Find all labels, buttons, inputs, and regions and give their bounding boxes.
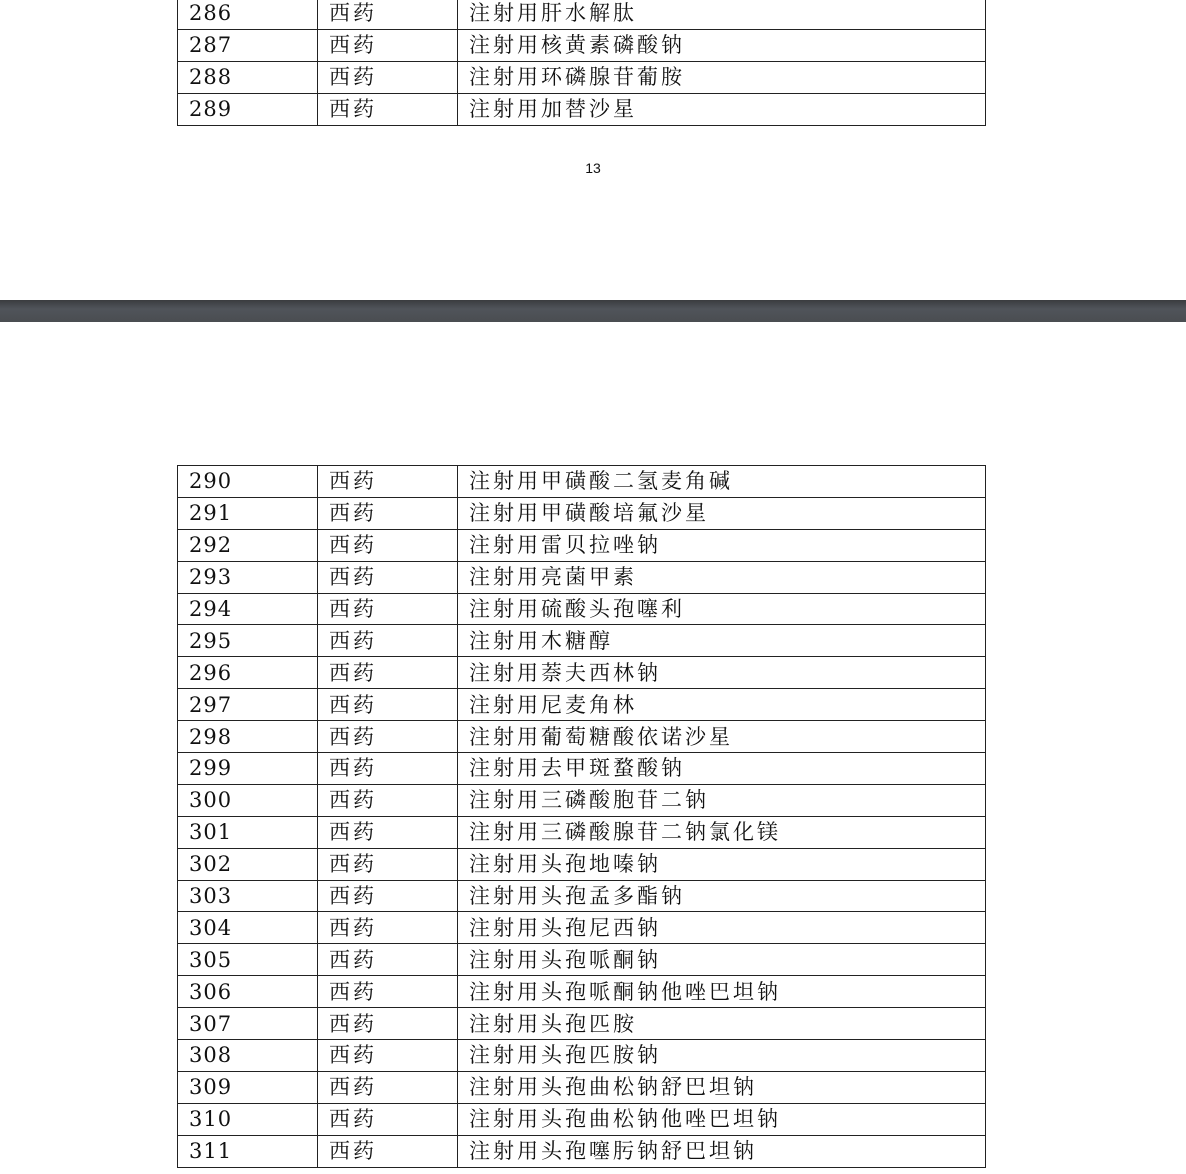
drug-category: 西药 <box>318 848 458 880</box>
drug-name: 注射用头孢哌酮钠他唑巴坦钠 <box>458 976 986 1008</box>
drug-name: 注射用肝水解肽 <box>458 0 986 29</box>
drug-category: 西药 <box>318 497 458 529</box>
row-number: 290 <box>178 466 318 498</box>
drug-category: 西药 <box>318 1103 458 1135</box>
table-row <box>178 561 986 593</box>
drug-category: 西药 <box>318 0 458 29</box>
page-number: 13 <box>585 160 601 176</box>
table-row <box>178 912 986 944</box>
document-page-13 <box>0 0 1186 300</box>
drug-category: 西药 <box>318 625 458 657</box>
table-row <box>178 529 986 561</box>
drug-category: 西药 <box>318 753 458 785</box>
table-row <box>178 497 986 529</box>
drug-name: 注射用头孢哌酮钠 <box>458 944 986 976</box>
row-number: 295 <box>178 625 318 657</box>
drug-name: 注射用头孢尼西钠 <box>458 912 986 944</box>
row-number: 307 <box>178 1008 318 1040</box>
drug-name: 注射用亮菌甲素 <box>458 561 986 593</box>
row-number: 294 <box>178 593 318 625</box>
drug-name: 注射用三磷酸胞苷二钠 <box>458 784 986 816</box>
drug-name: 注射用头孢噻肟钠舒巴坦钠 <box>458 1135 986 1167</box>
drug-category: 西药 <box>318 1071 458 1103</box>
row-number: 298 <box>178 721 318 753</box>
table-row <box>178 880 986 912</box>
row-number: 305 <box>178 944 318 976</box>
table-row <box>178 466 986 498</box>
drug-category: 西药 <box>318 976 458 1008</box>
drug-name: 注射用头孢孟多酯钠 <box>458 880 986 912</box>
table-row <box>178 593 986 625</box>
drug-category: 西药 <box>318 912 458 944</box>
drug-name: 注射用环磷腺苷葡胺 <box>458 61 986 93</box>
table-row <box>178 625 986 657</box>
table-row <box>178 976 986 1008</box>
drug-name: 注射用头孢曲松钠他唑巴坦钠 <box>458 1103 986 1135</box>
table-row <box>178 29 986 61</box>
table-row <box>178 753 986 785</box>
row-number: 300 <box>178 784 318 816</box>
drug-name: 注射用甲磺酸二氢麦角碱 <box>458 466 986 498</box>
drug-table <box>177 465 986 1168</box>
row-number: 306 <box>178 976 318 1008</box>
row-number: 311 <box>178 1135 318 1167</box>
row-number: 308 <box>178 1040 318 1072</box>
drug-name: 注射用头孢地嗪钠 <box>458 848 986 880</box>
drug-category: 西药 <box>318 1040 458 1072</box>
row-number: 297 <box>178 689 318 721</box>
drug-category: 西药 <box>318 466 458 498</box>
drug-category: 西药 <box>318 593 458 625</box>
row-number: 309 <box>178 1071 318 1103</box>
drug-table <box>177 0 986 126</box>
drug-category: 西药 <box>318 880 458 912</box>
table-row <box>178 657 986 689</box>
row-number: 302 <box>178 848 318 880</box>
drug-name: 注射用头孢曲松钠舒巴坦钠 <box>458 1071 986 1103</box>
table-row <box>178 93 986 125</box>
table-row <box>178 1040 986 1072</box>
row-number: 301 <box>178 816 318 848</box>
row-number: 288 <box>178 61 318 93</box>
row-number: 299 <box>178 753 318 785</box>
table-row <box>178 1071 986 1103</box>
row-number: 286 <box>178 0 318 29</box>
row-number: 287 <box>178 29 318 61</box>
table-row <box>178 1008 986 1040</box>
drug-name: 注射用甲磺酸培氟沙星 <box>458 497 986 529</box>
row-number: 296 <box>178 657 318 689</box>
table-row <box>178 848 986 880</box>
row-number: 291 <box>178 497 318 529</box>
drug-name: 注射用三磷酸腺苷二钠氯化镁 <box>458 816 986 848</box>
drug-name: 注射用硫酸头孢噻利 <box>458 593 986 625</box>
drug-category: 西药 <box>318 1135 458 1167</box>
drug-name: 注射用木糖醇 <box>458 625 986 657</box>
drug-category: 西药 <box>318 721 458 753</box>
table-row <box>178 784 986 816</box>
drug-category: 西药 <box>318 61 458 93</box>
table-row <box>178 1135 986 1167</box>
drug-name: 注射用尼麦角林 <box>458 689 986 721</box>
drug-name: 注射用雷贝拉唑钠 <box>458 529 986 561</box>
row-number: 310 <box>178 1103 318 1135</box>
drug-category: 西药 <box>318 561 458 593</box>
row-number: 289 <box>178 93 318 125</box>
drug-name: 注射用萘夫西林钠 <box>458 657 986 689</box>
drug-category: 西药 <box>318 93 458 125</box>
drug-category: 西药 <box>318 529 458 561</box>
table-row <box>178 816 986 848</box>
drug-category: 西药 <box>318 689 458 721</box>
drug-name: 注射用核黄素磷酸钠 <box>458 29 986 61</box>
drug-category: 西药 <box>318 784 458 816</box>
drug-category: 西药 <box>318 1008 458 1040</box>
table-row <box>178 721 986 753</box>
page-separator <box>0 300 1186 322</box>
row-number: 303 <box>178 880 318 912</box>
row-number: 293 <box>178 561 318 593</box>
drug-name: 注射用去甲斑蝥酸钠 <box>458 753 986 785</box>
table-row <box>178 944 986 976</box>
table-row <box>178 0 986 29</box>
table-row <box>178 689 986 721</box>
row-number: 304 <box>178 912 318 944</box>
document-page-14 <box>0 322 1186 1174</box>
drug-category: 西药 <box>318 29 458 61</box>
table-row <box>178 61 986 93</box>
table-row <box>178 1103 986 1135</box>
drug-category: 西药 <box>318 657 458 689</box>
drug-name: 注射用头孢匹胺钠 <box>458 1040 986 1072</box>
drug-name: 注射用加替沙星 <box>458 93 986 125</box>
drug-name: 注射用葡萄糖酸依诺沙星 <box>458 721 986 753</box>
drug-category: 西药 <box>318 944 458 976</box>
drug-name: 注射用头孢匹胺 <box>458 1008 986 1040</box>
row-number: 292 <box>178 529 318 561</box>
drug-category: 西药 <box>318 816 458 848</box>
